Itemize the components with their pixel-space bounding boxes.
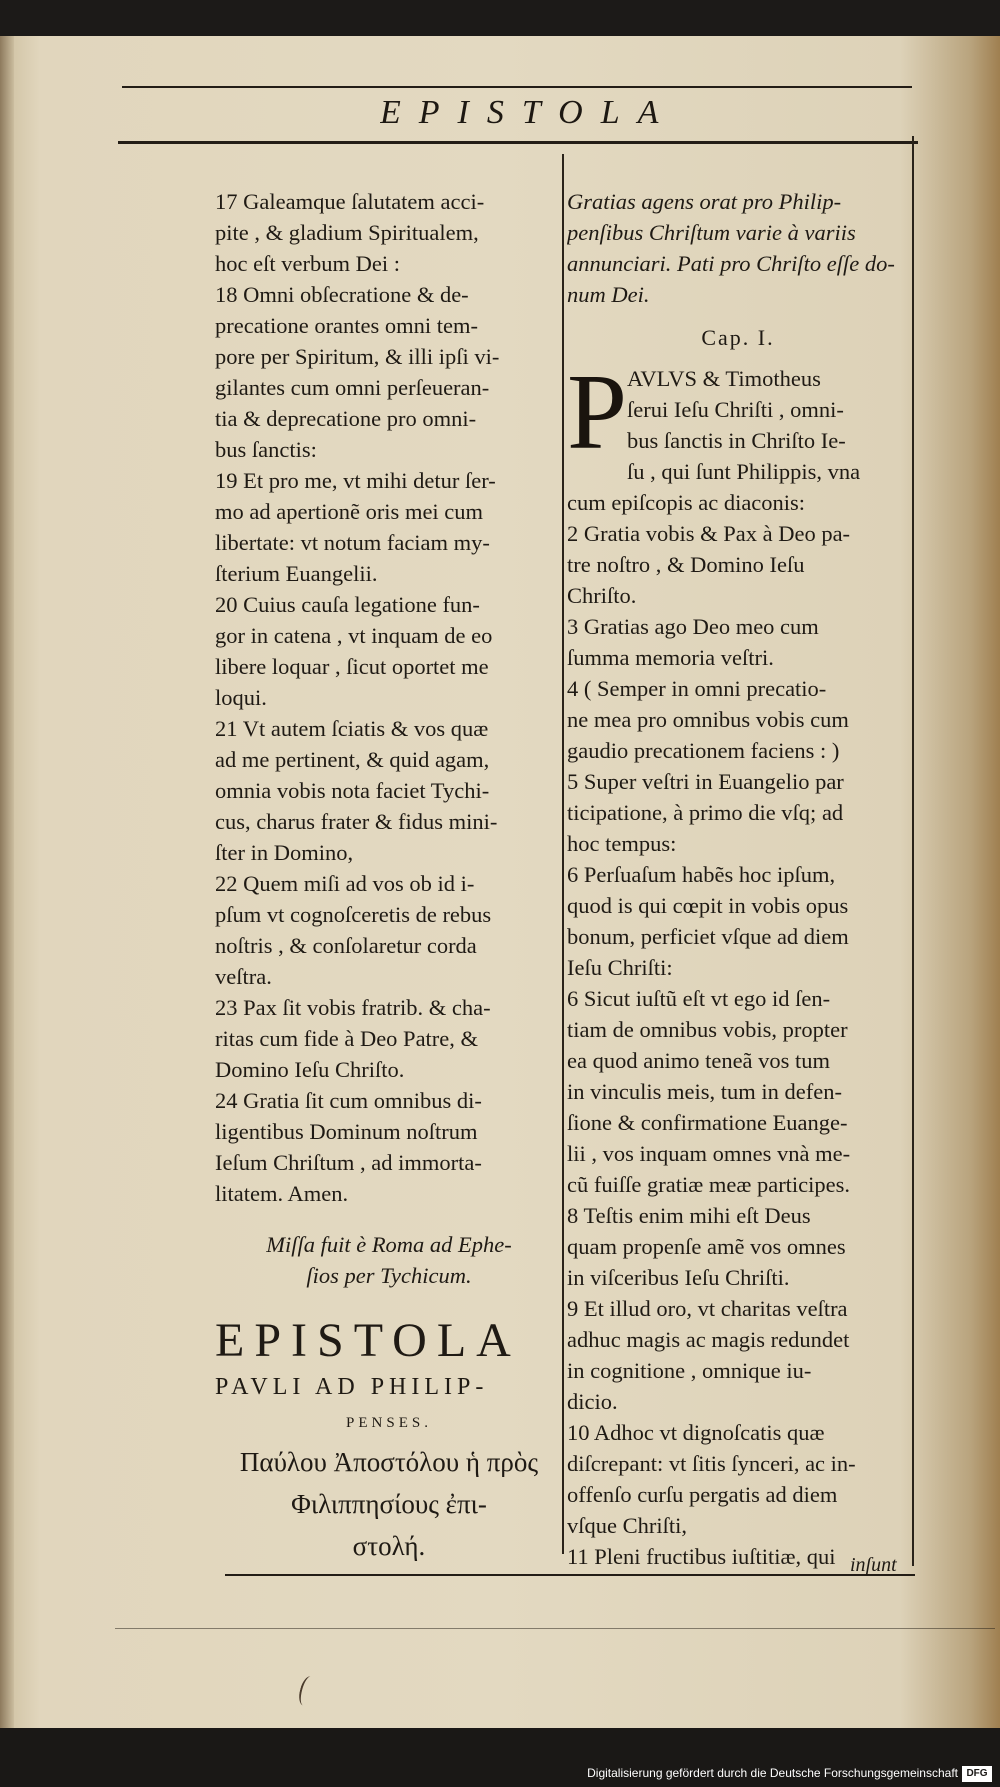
text-line: 17 Galeamque ſalutatem acci-	[215, 189, 485, 214]
running-header: EPISTOLA	[380, 94, 677, 131]
text-line: 6 Perſuaſum habẽs hoc ipſum,	[567, 862, 836, 887]
text-line: libertate: vt notum faciam my-	[215, 530, 490, 555]
text-line: ne mea pro omnibus vobis cum	[567, 707, 849, 732]
drop-capital: P	[567, 353, 628, 472]
text-line: in vinculis meis, tum in defen-	[567, 1079, 842, 1104]
text-line: ſione & confirmatione Euange-	[567, 1110, 848, 1135]
text-line: ligentibus Dominum noſtrum	[215, 1119, 478, 1144]
opening-line: AVLVS & Timotheus	[627, 366, 821, 391]
text-line: 24 Gratia ſit cum omnibus di-	[215, 1088, 482, 1113]
text-line: 20 Cuius cauſa legatione fun-	[215, 592, 480, 617]
text-line: 21 Vt autem ſciatis & vos quæ	[215, 716, 489, 741]
text-line: 9 Et illud oro, vt charitas veſtra	[567, 1296, 848, 1321]
right-column	[567, 186, 909, 1572]
text-line: loqui.	[215, 685, 267, 710]
text-line: precatione orantes omni tem-	[215, 313, 479, 338]
text-line: litatem. Amen.	[215, 1181, 349, 1206]
footer-rule-lower	[115, 1628, 995, 1629]
subscription-line: Miſſa fuit è Roma ad Ephe-	[266, 1232, 512, 1257]
text-line: 18 Omni obſecratione & de-	[215, 282, 469, 307]
text-line: gaudio precationem faciens : )	[567, 738, 840, 763]
text-line: Chriſto.	[567, 583, 637, 608]
text-line: Ieſu Chriſti:	[567, 955, 673, 980]
text-line: 22 Quem miſi ad vos ob id i-	[215, 871, 475, 896]
text-line: 19 Et pro me, vt mihi detur ſer-	[215, 468, 496, 493]
text-line: lii , vos inquam omnes vnà me-	[567, 1141, 851, 1166]
argument-line: penſibus Chriſtum varie à variis	[567, 220, 856, 245]
argument-line: annunciari. Pati pro Chriſto eſſe do-	[567, 251, 895, 276]
greek-title-line: Παύλου Ἀποστόλου ἡ πρὸς	[239, 1447, 539, 1477]
text-line: offenſo curſu pergatis ad diem	[567, 1482, 838, 1507]
text-line: 23 Pax ſit vobis fratrib. & cha-	[215, 995, 491, 1020]
dfg-logo: DFG	[962, 1766, 992, 1782]
text-line: 5 Super veſtri in Euangelio par	[567, 769, 844, 794]
text-line: ſumma memoria veſtri.	[567, 645, 774, 670]
text-line: hoc tempus:	[567, 831, 677, 856]
text-line: 6 Sicut iuſtũ eſt vt ego id ſen-	[567, 986, 831, 1011]
text-line: omnia vobis nota faciet Tychi-	[215, 778, 490, 803]
chapter-heading: Cap. I.	[701, 325, 775, 350]
epistle-subtitle: PAVLI AD PHILIP-	[215, 1374, 489, 1400]
catchword: inſunt	[850, 1554, 897, 1576]
funding-credit: Digitalisierung gefördert durch die Deutsche Forschungsgemeinschaft	[587, 1766, 958, 1780]
subscription-line: ſios per Tychicum.	[306, 1263, 472, 1288]
text-line: ſter in Domino,	[215, 840, 354, 865]
text-line: pite , & gladium Spiritualem,	[215, 220, 479, 245]
text-line: tre noſtro , & Domino Ieſu	[567, 552, 805, 577]
text-line: 2 Gratia vobis & Pax à Deo pa-	[567, 521, 851, 546]
text-line: 11 Pleni fructibus iuſtitiæ, qui	[567, 1544, 836, 1569]
epistle-subtitle-end: PENSES.	[346, 1415, 432, 1431]
text-line: 4 ( Semper in omni precatio-	[567, 676, 827, 701]
text-line: cũ fuiſſe gratiæ meæ participes.	[567, 1172, 851, 1197]
text-line: adhuc magis ac magis redundet	[567, 1327, 850, 1352]
opening-paragraph	[567, 353, 909, 487]
text-line: quam propenſe amẽ vos omnes	[567, 1234, 846, 1259]
text-line: pore per Spiritum, & illi ipſi vi-	[215, 344, 500, 369]
footer-rule	[225, 1574, 915, 1576]
text-line: Ieſum Chriſtum , ad immorta-	[215, 1150, 482, 1175]
argument-line: num Dei.	[567, 282, 650, 307]
text-line: quod is qui cœpit in vobis opus	[567, 893, 849, 918]
text-line: libere loquar , ſicut oportet me	[215, 654, 489, 679]
book-page	[0, 36, 1000, 1728]
page-gutter	[0, 36, 14, 1728]
right-margin-rule	[912, 136, 914, 1566]
greek-title-line: Φιλιππησίους ἐπι-	[291, 1489, 487, 1519]
text-line: gilantes cum omni perſeueran-	[215, 375, 490, 400]
text-line: veſtra.	[215, 964, 272, 989]
opening-line: ſerui Ieſu Chriſti , omni-	[627, 397, 844, 422]
text-line: tia & deprecatione pro omni-	[215, 406, 477, 431]
text-line: pſum vt cognoſceretis de rebus	[215, 902, 492, 927]
text-line: Domino Ieſu Chriſto.	[215, 1057, 405, 1082]
right-column-text	[567, 487, 909, 1572]
text-line: 3 Gratias ago Deo meo cum	[567, 614, 819, 639]
epistle-title: EPISTOLA	[215, 1314, 521, 1367]
subscription	[215, 1229, 563, 1291]
opening-line: ſu , qui ſunt Philippis, vna	[627, 459, 861, 484]
text-line: in viſceribus Ieſu Chriſti.	[567, 1265, 790, 1290]
text-line: ad me pertinent, & quid agam,	[215, 747, 490, 772]
text-line: ſterium Euangelii.	[215, 561, 378, 586]
text-line: vſque Chriſti,	[567, 1513, 687, 1538]
text-line: 10 Adhoc vt dignoſcatis quæ	[567, 1420, 825, 1445]
chapter-argument	[567, 186, 909, 310]
text-line: mo ad apertionẽ oris mei cum	[215, 499, 484, 524]
text-line: ticipatione, à primo die vſq; ad	[567, 800, 844, 825]
text-line: noſtris , & conſolaretur corda	[215, 933, 477, 958]
opening-line: bus ſanctis in Chriſto Ie-	[627, 428, 846, 453]
text-line: in cognitione , omnique iu-	[567, 1358, 812, 1383]
text-line: cus, charus frater & fidus mini-	[215, 809, 498, 834]
text-line: bus ſanctis:	[215, 437, 317, 462]
argument-line: Gratias agens orat pro Philip-	[567, 189, 842, 214]
text-line: hoc eſt verbum Dei :	[215, 251, 400, 276]
text-line: ea quod animo teneã vos tum	[567, 1048, 831, 1073]
header-rule-top	[122, 86, 912, 88]
text-line: diſcrepant: vt ſitis ſynceri, ac in-	[567, 1451, 856, 1476]
greek-title-line: στολή.	[352, 1531, 426, 1561]
text-line: dicio.	[567, 1389, 618, 1414]
text-line: gor in catena , vt inquam de eo	[215, 623, 493, 648]
text-line: cum epiſcopis ac diaconis:	[567, 490, 806, 515]
header-rule-bottom	[118, 141, 918, 144]
text-line: 8 Teſtis enim mihi eſt Deus	[567, 1203, 811, 1228]
text-line: tiam de omnibus vobis, propter	[567, 1017, 848, 1042]
left-column	[215, 186, 563, 1567]
text-line: bonum, perficiet vſque ad diem	[567, 924, 849, 949]
text-line: ritas cum fide à Deo Patre, &	[215, 1026, 479, 1051]
ink-mark	[296, 1675, 317, 1708]
left-column-text	[215, 186, 563, 1209]
